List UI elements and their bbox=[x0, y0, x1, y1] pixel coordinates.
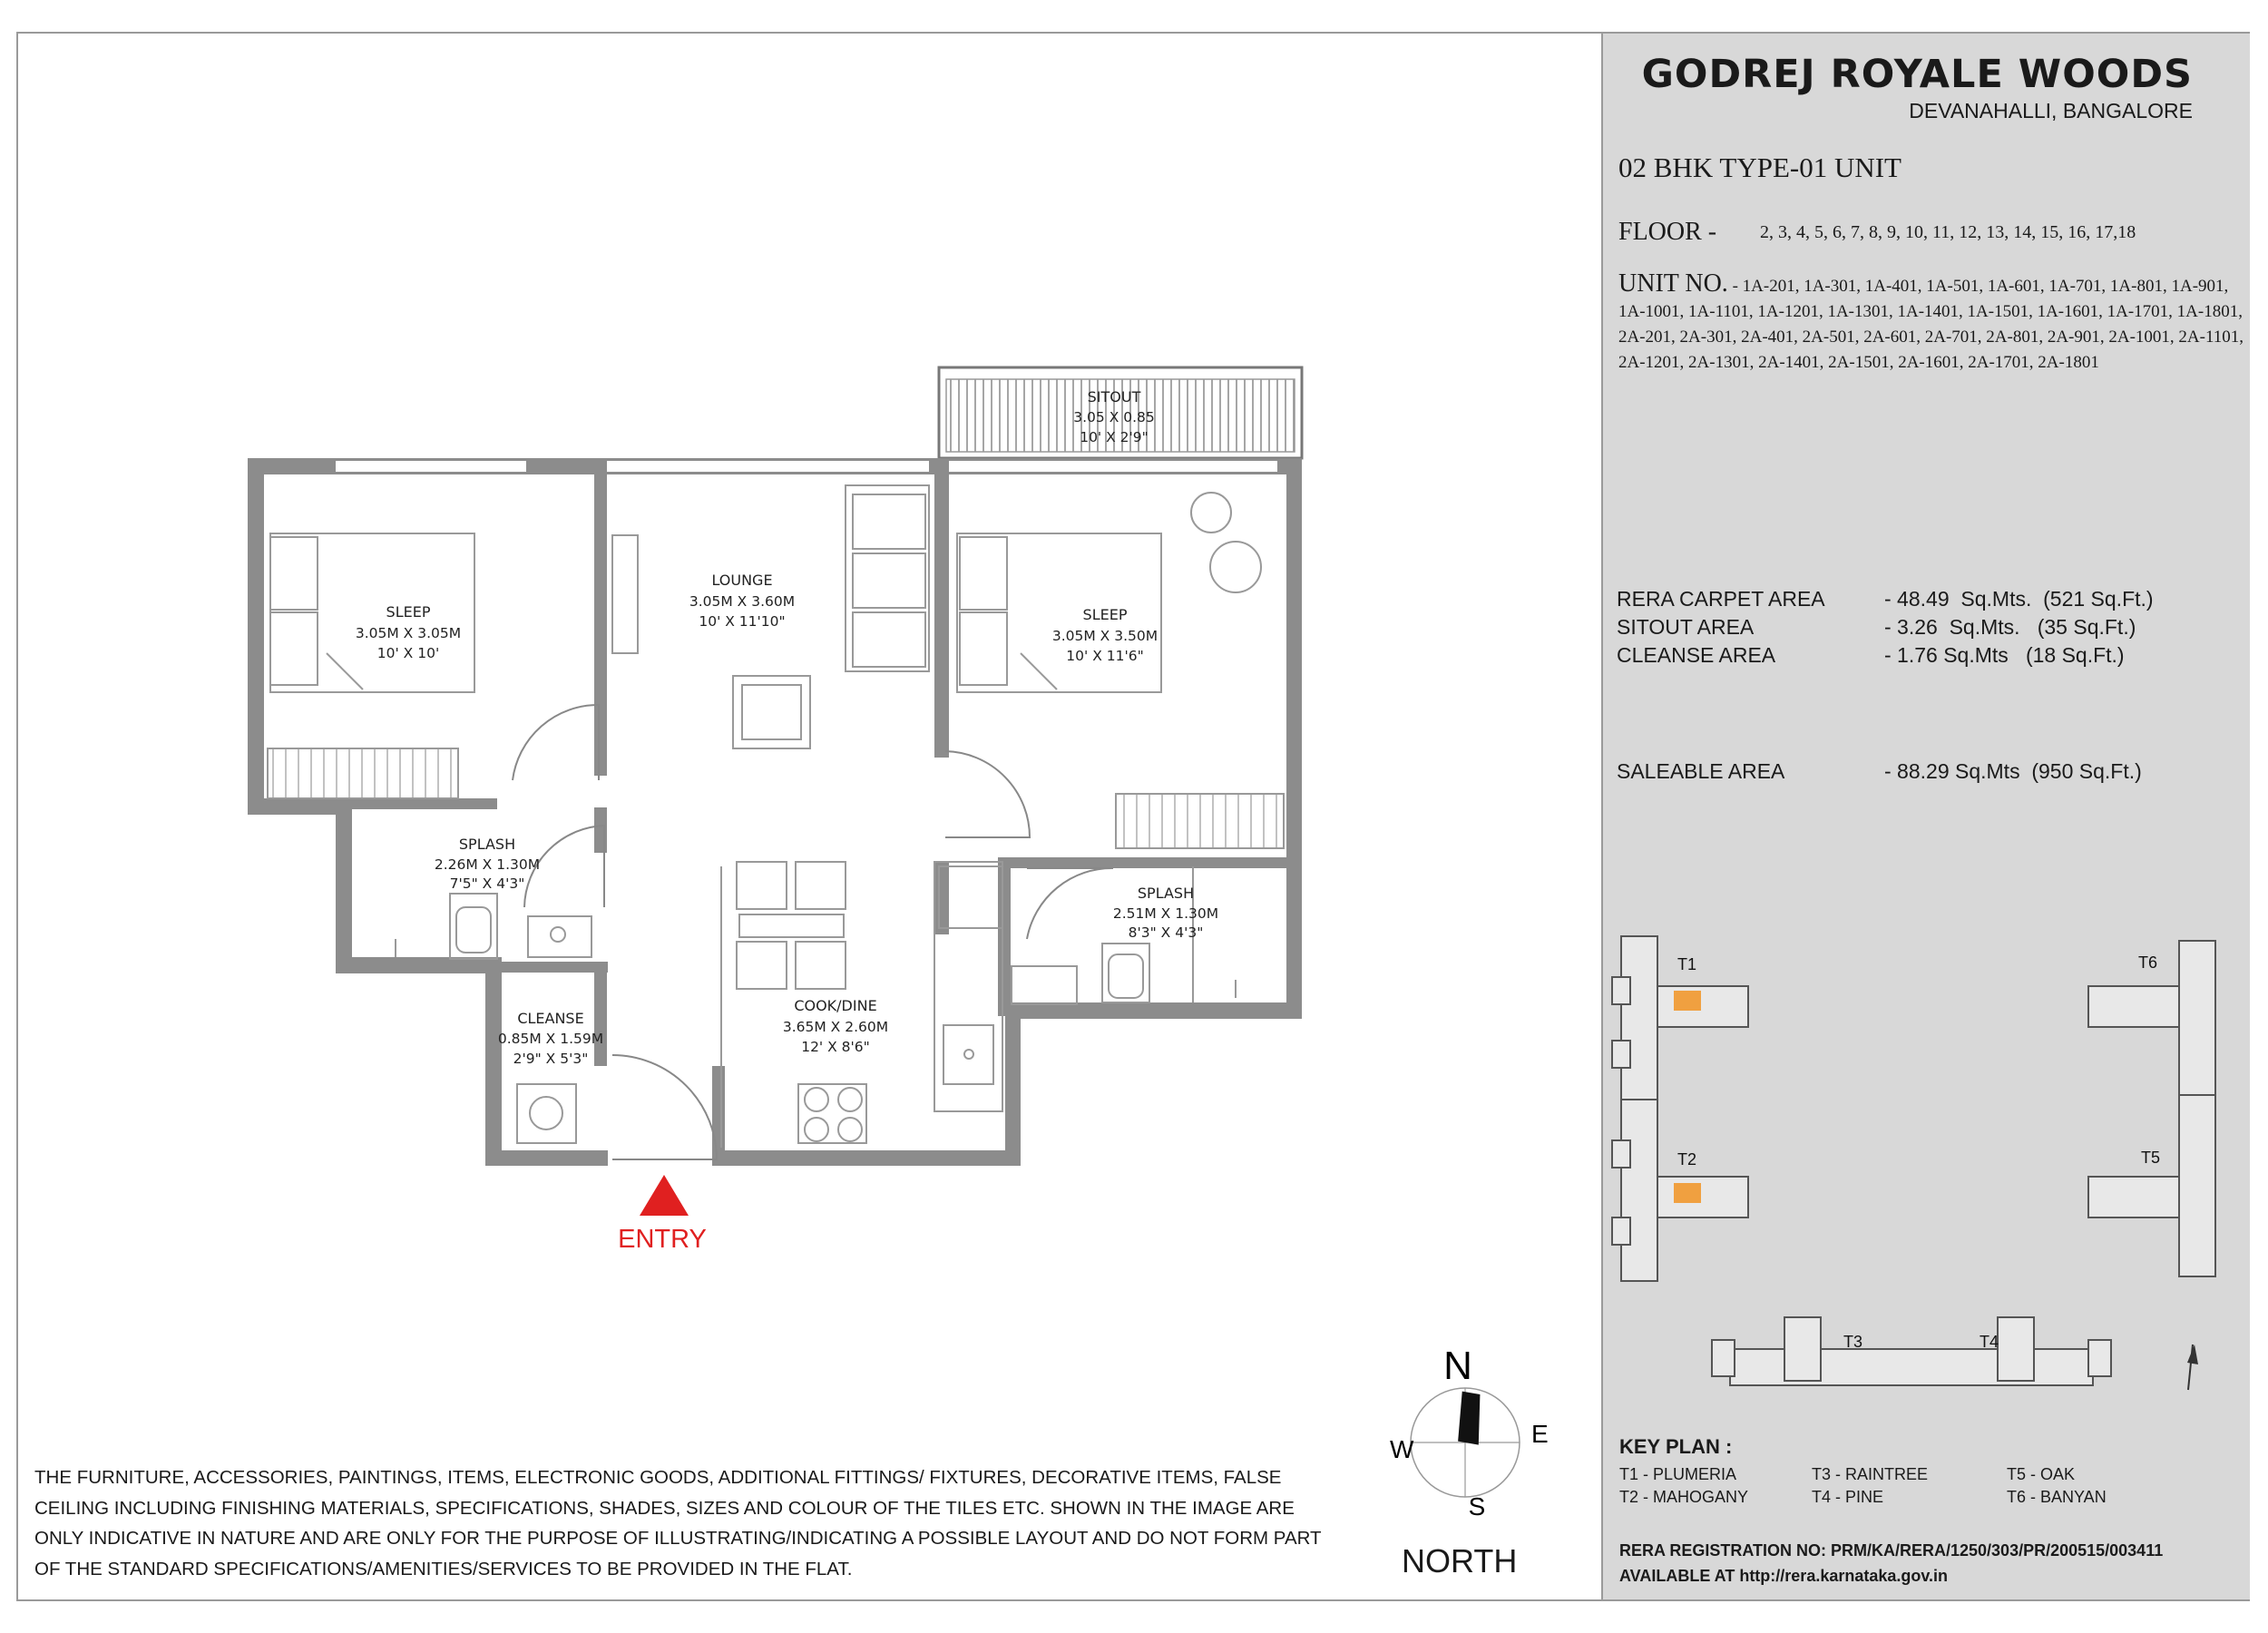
room-name: SITOUT bbox=[1087, 388, 1141, 406]
north-caption: NORTH bbox=[1402, 1542, 1518, 1579]
key-plan-map bbox=[1603, 891, 2250, 1426]
tower-label: T5 bbox=[2141, 1149, 2161, 1167]
sleep-right-furniture bbox=[957, 493, 1284, 848]
floor-value: 2, 3, 4, 5, 6, 7, 8, 9, 10, 11, 12, 13, 14, 15, 16, 17,18 bbox=[1760, 222, 2136, 242]
entry-marker bbox=[618, 1175, 707, 1254]
area-label: SITOUT AREA bbox=[1617, 615, 1755, 639]
area-value: - 1.76 Sq.Mts (18 Sq.Ft.) bbox=[1884, 643, 2125, 667]
area-value: - 88.29 Sq.Mts (950 Sq.Ft.) bbox=[1884, 759, 2142, 783]
key-plan-legend-item: T2 - MAHOGANY bbox=[1619, 1488, 1749, 1506]
room-name: COOK/DINE bbox=[794, 997, 877, 1014]
room-dim-m: 2.51M X 1.30M bbox=[1112, 905, 1219, 922]
room-dim-m: 3.05M X 3.50M bbox=[1051, 628, 1158, 644]
room-name: CLEANSE bbox=[517, 1010, 584, 1027]
key-plan-legend-item: T1 - PLUMERIA bbox=[1619, 1465, 1737, 1483]
room-dim-ft: 10' X 10' bbox=[376, 645, 440, 661]
splash-left-fixtures bbox=[396, 894, 591, 959]
room-dim-ft: 2'9" X 5'3" bbox=[513, 1051, 589, 1067]
room-dim-ft: 7'5" X 4'3" bbox=[449, 875, 525, 892]
floor-label: FLOOR - bbox=[1618, 218, 1717, 246]
compass-w: W bbox=[1390, 1435, 1414, 1463]
compass-needle-icon bbox=[1453, 1392, 1487, 1445]
project-title: GODREJ ROYALE WOODS bbox=[1641, 52, 2193, 97]
compass bbox=[1390, 1344, 1549, 1521]
unit-type: 02 BHK TYPE-01 UNIT bbox=[1618, 152, 1901, 183]
project-location: DEVANAHALLI, BANGALORE bbox=[1909, 99, 2193, 122]
tower-label: T4 bbox=[1980, 1333, 1999, 1351]
tower-label: T2 bbox=[1677, 1150, 1697, 1169]
room-name: SPLASH bbox=[458, 836, 516, 853]
key-plan-legend-item: T4 - PINE bbox=[1812, 1488, 1884, 1506]
room-dim-ft: 10' X 2'9" bbox=[1080, 429, 1149, 445]
compass-s: S bbox=[1468, 1492, 1486, 1521]
room-dim-ft: 10' X 11'6" bbox=[1066, 648, 1144, 664]
windows bbox=[336, 461, 1277, 472]
info-panel bbox=[1601, 34, 2250, 1599]
room-dim-m: 3.65M X 2.60M bbox=[782, 1019, 889, 1035]
room-name: LOUNGE bbox=[711, 572, 773, 589]
key-plan-legend-item: T3 - RAINTREE bbox=[1812, 1465, 1929, 1483]
room-dim-m: 2.26M X 1.30M bbox=[434, 856, 541, 873]
compass-e: E bbox=[1531, 1420, 1549, 1448]
tower-label: T6 bbox=[2138, 953, 2158, 972]
key-plan-title: KEY PLAN : bbox=[1619, 1435, 1733, 1458]
unitno-label: UNIT NO. bbox=[1618, 269, 1728, 298]
cleanse-fixtures bbox=[517, 1084, 576, 1143]
area-label: CLEANSE AREA bbox=[1617, 643, 1776, 667]
area-label: SALEABLE AREA bbox=[1617, 759, 1785, 783]
unit-numbers bbox=[1618, 271, 2244, 376]
key-plan-legend-item: T5 - OAK bbox=[2007, 1465, 2076, 1483]
unit-highlight-t2 bbox=[1674, 1183, 1701, 1203]
tower-label: T3 bbox=[1843, 1333, 1863, 1351]
room-dim-ft: 10' X 11'10" bbox=[699, 613, 786, 630]
sleep-left-furniture bbox=[268, 533, 474, 798]
rera-registration: RERA REGISTRATION NO: PRM/KA/RERA/1250/303/PR/200515/003411 bbox=[1619, 1541, 2164, 1560]
entry-arrow-icon bbox=[640, 1175, 689, 1216]
room-name: SLEEP bbox=[1082, 606, 1128, 623]
room-dim-ft: 8'3" X 4'3" bbox=[1128, 924, 1204, 941]
room-dim-ft: 12' X 8'6" bbox=[801, 1039, 870, 1055]
unit-highlight-t1 bbox=[1674, 991, 1701, 1011]
room-dim-m: 0.85M X 1.59M bbox=[497, 1031, 604, 1047]
rera-available-at: AVAILABLE AT http://rera.karnataka.gov.in bbox=[1619, 1567, 1949, 1585]
area-value: - 3.26 Sq.Mts. (35 Sq.Ft.) bbox=[1884, 615, 2136, 639]
room-dim-m: 3.05 X 0.85 bbox=[1073, 409, 1155, 425]
disclaimer-text: THE FURNITURE, ACCESSORIES, PAINTINGS, ITEMS, ELECTRONIC GOODS, ADDITIONAL FITTINGS/ FIXTURES, DECORATIVE ITEMS, FALSE CEILING INCLUDING FINISHING MATERIALS, SPECIFICATIONS, SHADES, SIZES AND COLOUR OF THE TILES ETC. SHOWN IN THE IMAGE ARE ONLY INDICATIVE IN NATURE AND ARE ONLY FOR THE PURPOSE OF ILLUSTRATING/INDICATING A POSSIBLE LAYOUT AND DO NOT FORM PART OF THE STANDARD SPECIFICATIONS/AMENITIES/SERVICES TO BE PROVIDED IN THE FLAT. bbox=[34, 1467, 1322, 1579]
room-name: SPLASH bbox=[1137, 885, 1195, 902]
room-dim-m: 3.05M X 3.05M bbox=[355, 625, 462, 641]
room-dim-m: 3.05M X 3.60M bbox=[689, 593, 796, 610]
tower-label: T1 bbox=[1677, 955, 1697, 973]
key-plan-north-icon bbox=[2187, 1345, 2198, 1390]
compass-n: N bbox=[1443, 1344, 1472, 1388]
entry-label: ENTRY bbox=[618, 1225, 707, 1254]
area-label: RERA CARPET AREA bbox=[1617, 587, 1825, 611]
unitno-value: - 1A-201, 1A-301, 1A-401, 1A-501, 1A-601, 1A-701, 1A-801, 1A-901, 1A-1001, 1A-1101, 1A-1201, 1A-1301, 1A-1401, 1A-1501, 1A-1601, 1A-1701, 1A-1801, 2A-201, 2A-301, 2A-401, 2A-501, 2A-601, 2A-701, 2A-801, 2A-901, 2A-1001, 2A-1101, 2A-1201, 2A-1301, 2A-1401, 2A-1501, 2A-1601, 2A-1701, 2A-1801 bbox=[1618, 277, 2244, 372]
room-name: SLEEP bbox=[386, 603, 431, 621]
area-value: - 48.49 Sq.Mts. (521 Sq.Ft.) bbox=[1884, 587, 2154, 611]
key-plan-legend-item: T6 - BANYAN bbox=[2007, 1488, 2107, 1506]
